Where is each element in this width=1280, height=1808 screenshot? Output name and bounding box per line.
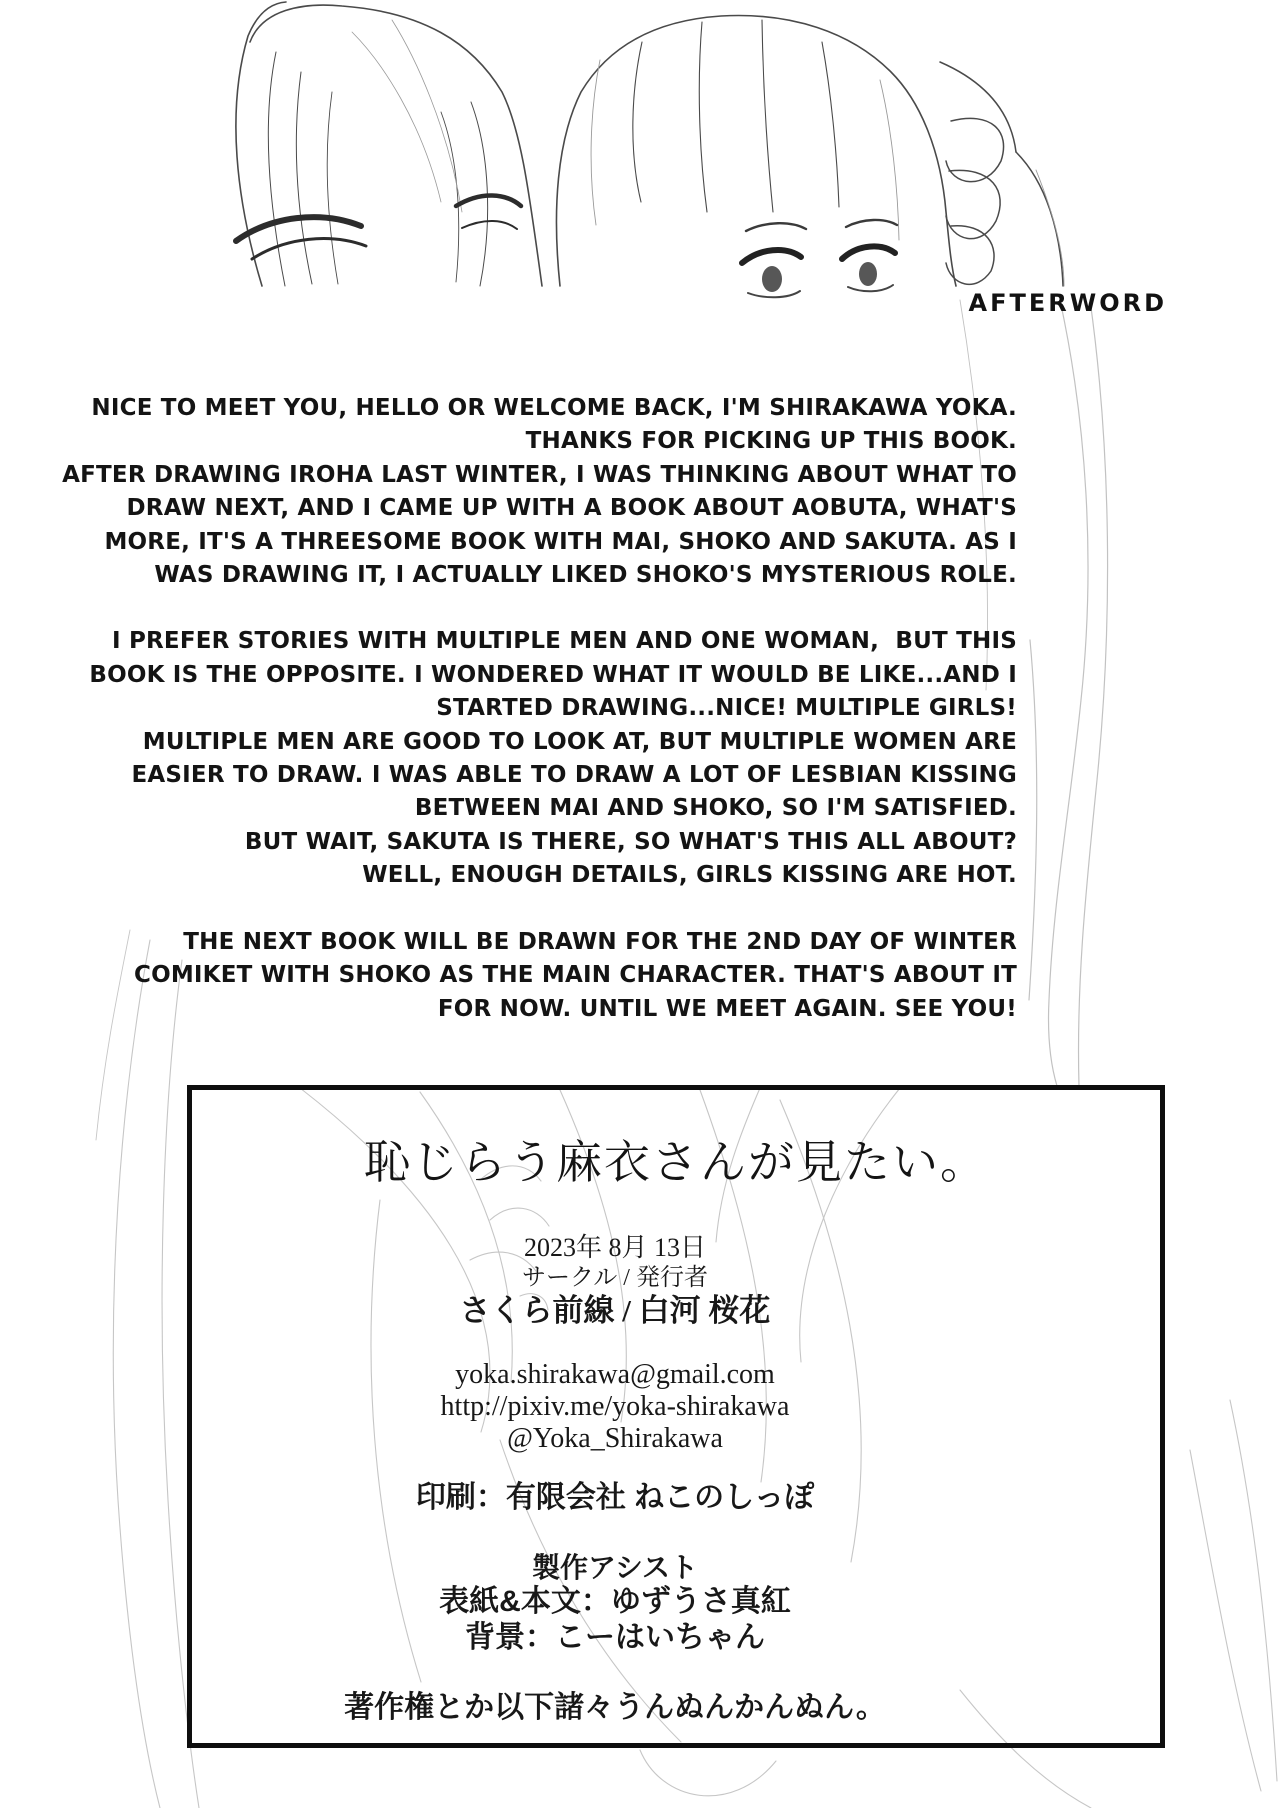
assist-cover-body-credit: 表紙&本文：ゆずうさ真紅 [439, 1585, 791, 1618]
afterword-line: STARTED DRAWING...NICE! MULTIPLE GIRLS! [436, 695, 1017, 722]
afterword-line: FOR NOW. UNTIL WE MEET AGAIN. SEE YOU! [437, 995, 1017, 1022]
circle-publisher-label: サークル / 発行者 [522, 1265, 708, 1291]
colophon-details [192, 1233, 1038, 1726]
circle-publisher-name: さくら前線 / 白河 桜花 [459, 1293, 771, 1328]
colophon-box [187, 1085, 1165, 1748]
afterword-line: BUT WAIT, SAKUTA IS THERE, SO WHAT'S THIS ALL ABOUT? [244, 828, 1017, 855]
twitter-handle: @Yoka_Shirakawa [507, 1423, 723, 1454]
afterword-line: WAS DRAWING IT, I ACTUALLY LIKED SHOKO'S MYSTERIOUS ROLE. [154, 562, 1017, 589]
afterword-paragraph [17, 625, 1017, 892]
girl-right-hair-sketch [556, 15, 956, 286]
afterword-text-block [17, 392, 1017, 1026]
afterword-line: AFTER DRAWING IROHA LAST WINTER, I WAS THINKING ABOUT WHAT TO [62, 461, 1017, 488]
girl-right-eyes-sketch [742, 220, 897, 297]
assist-label: 製作アシスト [531, 1552, 699, 1583]
afterword-paragraph [17, 926, 1017, 1026]
afterword-paragraph [17, 392, 1017, 592]
publication-date: 2023年 8月 13日 [523, 1233, 706, 1262]
afterword-line: THANKS FOR PICKING UP THIS BOOK. [525, 428, 1017, 455]
afterword-line: NICE TO MEET YOU, HELLO OR WELCOME BACK, I'M SHIRAKAWA YOKA. [91, 395, 1017, 421]
girl-right-braid-sketch [940, 62, 1064, 286]
afterword-line: WELL, ENOUGH DETAILS, GIRLS KISSING ARE HOT. [362, 862, 1017, 889]
afterword-line: MULTIPLE MEN ARE GOOD TO LOOK AT, BUT MULTIPLE WOMEN ARE [142, 728, 1017, 755]
afterword-line: MORE, IT'S A THREESOME BOOK WITH MAI, SHOKO AND SAKUTA. AS I [104, 528, 1017, 555]
pixiv-url: http://pixiv.me/yoka-shirakawa [440, 1391, 790, 1422]
afterword-heading: AFTERWORD [968, 289, 1167, 317]
afterword-line: BOOK IS THE OPPOSITE. I WONDERED WHAT IT WOULD BE LIKE...AND I [89, 661, 1017, 688]
copyright-note: 著作権とか以下諸々うんぬんかんぬん。 [344, 1691, 886, 1724]
book-title: 恥じらう麻衣さんが見たい。 [364, 1137, 988, 1188]
afterword-line: THE NEXT BOOK WILL BE DRAWN FOR THE 2ND DAY OF WINTER [183, 928, 1017, 955]
afterword-line: COMIKET WITH SHOKO AS THE MAIN CHARACTER. THAT'S ABOUT IT [134, 962, 1017, 989]
email-address: yoka.shirakawa@gmail.com [455, 1359, 775, 1390]
girl-left-face-sketch [236, 195, 521, 259]
assist-background-credit: 背景：こーはいちゃん [465, 1621, 765, 1654]
afterword-line: DRAW NEXT, AND I CAME UP WITH A BOOK ABOUT AOBUTA, WHAT'S [126, 495, 1017, 522]
afterword-line: BETWEEN MAI AND SHOKO, SO I'M SATISFIED. [414, 795, 1017, 822]
girl-left-hair-sketch [236, 2, 542, 286]
afterword-line: I PREFER STORIES WITH MULTIPLE MEN AND ONE WOMAN, BUT THIS [111, 628, 1017, 655]
afterword-line: EASIER TO DRAW. I WAS ABLE TO DRAW A LOT OF LESBIAN KISSING [131, 762, 1017, 789]
printing-credit: 印刷：有限会社 ねこのしっぽ [415, 1481, 815, 1514]
